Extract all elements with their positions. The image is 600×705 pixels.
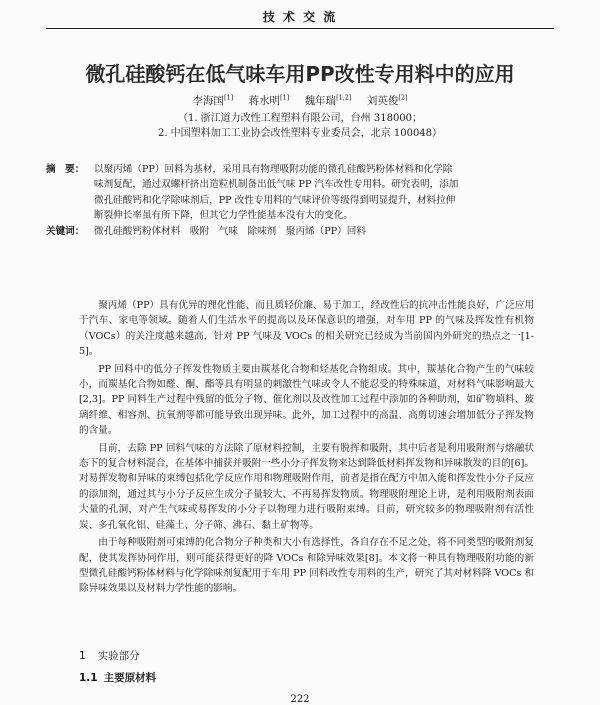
author: 魏年瑞[1,2] — [304, 93, 352, 107]
abstract — [46, 162, 554, 239]
page-number: 222 — [290, 694, 310, 705]
subsection-heading: 1.1 主要原材料 — [79, 672, 157, 684]
author-list — [0, 93, 600, 108]
keywords — [46, 224, 554, 239]
keywords-label: 关键词： — [46, 225, 85, 237]
abstract-line: 味剂复配，通过双螺杆挤出造粒机制备出低气味 PP 汽车改性专用料。研究表明，添加 — [94, 179, 459, 191]
body-paragraph: 聚丙烯（PP）具有优异的理化性能、而且质轻价廉、易于加工，经改性后的抗冲击性能良好，广泛应用于汽车、家电等领域。随着人们生活水平的提高以及环保意识的增强，对车用 PP 的气味及挥发性有机物（VOCs）的关注度越来越高，针对 PP 气味及 VOCs 的相关研究已经成为当前国内外研究的热点之一[1-5]。 — [79, 300, 534, 358]
author: 刘英俊[2] — [366, 93, 408, 107]
keywords-text: 微孔硅酸钙粉体材料 吸附 气味 除味剂 聚丙烯（PP）回料 — [94, 225, 366, 237]
article-title: 微孔硅酸钙在低气味车用PP改性专用料中的应用 — [85, 62, 515, 86]
abstract-line: 摘 要： 以聚丙烯（PP）回料为基材，采用具有物理吸附功能的微孔硅酸钙粉体材料和化学除 — [46, 162, 554, 177]
author: 李海国[1] — [192, 93, 234, 107]
header-rule — [46, 28, 554, 29]
body-text — [79, 298, 534, 599]
body-paragraph: PP 回料中的低分子挥发性物质主要由羰基化合物和烃基化合物组成。其中，羰基化合物产生的气味较小，而羰基化合物如醛、酮、酯等具有明显的刺激性气味或令人不能忍受的特殊味道，对材料气味影响最大[2,3]。PP 同料生产过程中残留的低分子物、催化剂以及改性加工过程中添加的各种助剂，如矿物填料、玻璃纤维、相容剂、抗氧剂等都可能导致出现异味。此外，加工过程中的高温、高剪切速会增加低分子挥发物的含量。 — [79, 363, 534, 437]
abstract-line: 微孔硅酸钙和化学除味剂后，PP 改性专用料的气味评价等级得到明显提升，材料拉伸 — [94, 194, 456, 206]
author: 蒋水明[1] — [248, 93, 290, 107]
affiliation: （1. 浙江道力改性工程塑料有限公司，台州 318000； — [177, 113, 423, 124]
abstract-label: 摘 要： — [46, 164, 85, 175]
abstract-line: 断裂伸长率虽有所下降，但其它力学性能基本没有大的变化。 — [94, 210, 354, 222]
section-heading: 1 实验部分 — [79, 650, 140, 662]
body-paragraph: 目前，去除 PP 回料气味的方法除了原材料控制，主要有脱挥和吸附，其中后者是利用吸附剂与熔融状态下的复合材料混合，在基体中捕获并吸附一些小分子挥发物来达到降低材料挥发物和异味散发的目的[6]。对易挥发物和异味的束缚包括化学反应作用和物理吸附作用，前者是指在配方中加入能和挥发性小分子反应的添加剂，通过其与小分子反应生成分子量较大、不再易挥发物质。物理吸附理论上讲，是利用吸附剂表面大量的孔洞，对产生气味或易挥发的小分子以物理力进行吸附束缚。目前，研究较多的物理吸附剂有活性炭、多孔氧化铝、硅藻土、分子筛、沸石、黏土矿物等。 — [79, 442, 534, 531]
body-paragraph: 由于每种吸附剂可束缚的化合物分子种类和大小有选择性，各自存在不足之处，将不同类型的吸附剂复配，使其发挥协同作用，则可能获得更好的降 VOCs 和除异味效果[8]。本文将一种具有物理吸附功能的新型微孔硅酸钙粉体材料与化学除味剂复配用于车用 PP 回料改性专用料的生产，研究了其对材料降 VOCs 和除异味效果以及材料力学性能的影响。 — [79, 537, 534, 595]
journal-section-header: 技 术 交 流 — [262, 10, 338, 24]
affiliation: 2. 中国塑料加工工业协会改性塑料专业委员会，北京 100048） — [157, 128, 443, 139]
